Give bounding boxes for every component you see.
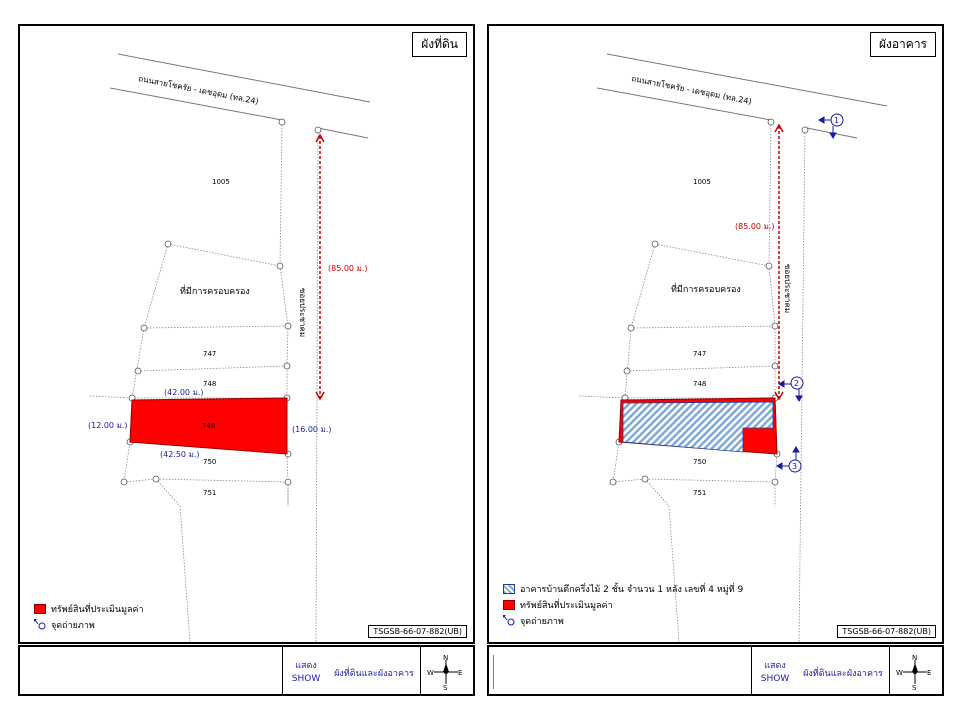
distance-label: (85.00 ม.)	[735, 222, 775, 231]
legend-item-camera	[34, 617, 144, 633]
legend-item-building	[503, 581, 743, 597]
legend-item-camera	[503, 613, 743, 629]
footer-description: ผังที่ดินและผังอาคาร	[334, 669, 414, 679]
dimension-top: (42.00 ม.)	[164, 388, 204, 397]
dimension-left: (12.00 ม.)	[88, 421, 128, 430]
building-plan-map	[489, 26, 942, 642]
legend-label: จุดถ่ายภาพ	[520, 617, 564, 627]
camera-point-icon	[34, 619, 46, 631]
land-plan-map	[20, 26, 473, 642]
svg-text:N: N	[912, 654, 918, 662]
parcel-749-label: 749	[202, 422, 216, 430]
parcel-751-label: 751	[203, 489, 217, 497]
road-edge-lower-right	[318, 128, 368, 138]
dimension-bottom: (42.50 ม.)	[160, 450, 200, 459]
dimension-right: (16.00 ม.)	[292, 425, 332, 434]
footer-description: ผังที่ดินและผังอาคาร	[803, 669, 883, 679]
panel-title: ผังอาคาร	[870, 32, 936, 57]
footer-marker	[493, 655, 494, 689]
camera-point-3	[777, 447, 801, 472]
camera-point-icon	[503, 615, 515, 627]
land-legend	[34, 601, 144, 633]
parcel-1005-label: 1005	[212, 178, 230, 186]
property-swatch	[503, 600, 515, 610]
parcel-747-label: 747	[203, 350, 217, 358]
easement-label: ซอยประชาคม	[298, 288, 307, 338]
parcel-750-label: 750	[203, 458, 217, 466]
svg-text:E: E	[927, 669, 932, 677]
footer-show-en: SHOW	[760, 674, 790, 684]
occupied-area-label: ที่มีการครอบครอง	[180, 287, 250, 297]
footer-show-th: แสดง	[764, 661, 786, 671]
parcel-748-label: 748	[203, 380, 217, 388]
road-label: ถนนสายโชครัย - เดชอุดม (ทล.24)	[630, 74, 753, 107]
panel-title: ผังที่ดิน	[412, 32, 467, 57]
building-legend	[503, 581, 743, 629]
legend-item-property	[503, 597, 743, 613]
building-swatch	[503, 584, 515, 594]
svg-text:S: S	[443, 684, 448, 692]
building-plan-panel	[487, 24, 944, 644]
compass-icon	[428, 654, 464, 690]
parcel-1005-label: 1005	[693, 178, 711, 186]
svg-text:2: 2	[794, 379, 800, 388]
svg-text:W: W	[427, 669, 434, 677]
document-code: TSGSB-66-07-882(UB)	[368, 625, 467, 638]
road-label: ถนนสายโชครัย - เดชอุดม (ทล.24)	[137, 74, 260, 107]
svg-text:3: 3	[792, 462, 798, 471]
parcel-751-label: 751	[693, 489, 707, 497]
land-plan-footer	[18, 645, 475, 696]
occupied-area-label: ที่มีการครอบครอง	[671, 285, 741, 295]
parcel-747-label: 747	[693, 350, 707, 358]
legend-label: ทรัพย์สินที่ประเมินมูลค่า	[51, 605, 144, 615]
svg-text:S: S	[912, 684, 917, 692]
svg-text:W: W	[896, 669, 903, 677]
svg-text:E: E	[458, 669, 463, 677]
svg-text:1: 1	[834, 116, 840, 125]
land-plan-panel	[18, 24, 475, 644]
legend-label: จุดถ่ายภาพ	[51, 621, 95, 631]
property-swatch	[34, 604, 46, 614]
building-plan-footer	[487, 645, 944, 696]
camera-point-2	[779, 377, 803, 401]
legend-item-property	[34, 601, 144, 617]
document-code: TSGSB-66-07-882(UB)	[837, 625, 936, 638]
easement-label: ซอยประชาคม	[783, 264, 792, 314]
legend-label: อาคารบ้านตึกครึ่งไม้ 2 ชั้น จำนวน 1 หลัง เลขที่ 4 หมู่ที่ 9	[520, 585, 744, 595]
legend-label: ทรัพย์สินที่ประเมินมูลค่า	[520, 601, 613, 611]
svg-text:N: N	[443, 654, 449, 662]
parcel-750-label: 750	[693, 458, 707, 466]
distance-label: (85.00 ม.)	[328, 264, 368, 273]
compass-icon	[897, 654, 933, 690]
parcel-boundaries	[579, 122, 805, 642]
footer-show-en: SHOW	[291, 674, 321, 684]
parcel-748-label: 748	[693, 380, 707, 388]
footer-show-th: แสดง	[295, 661, 317, 671]
